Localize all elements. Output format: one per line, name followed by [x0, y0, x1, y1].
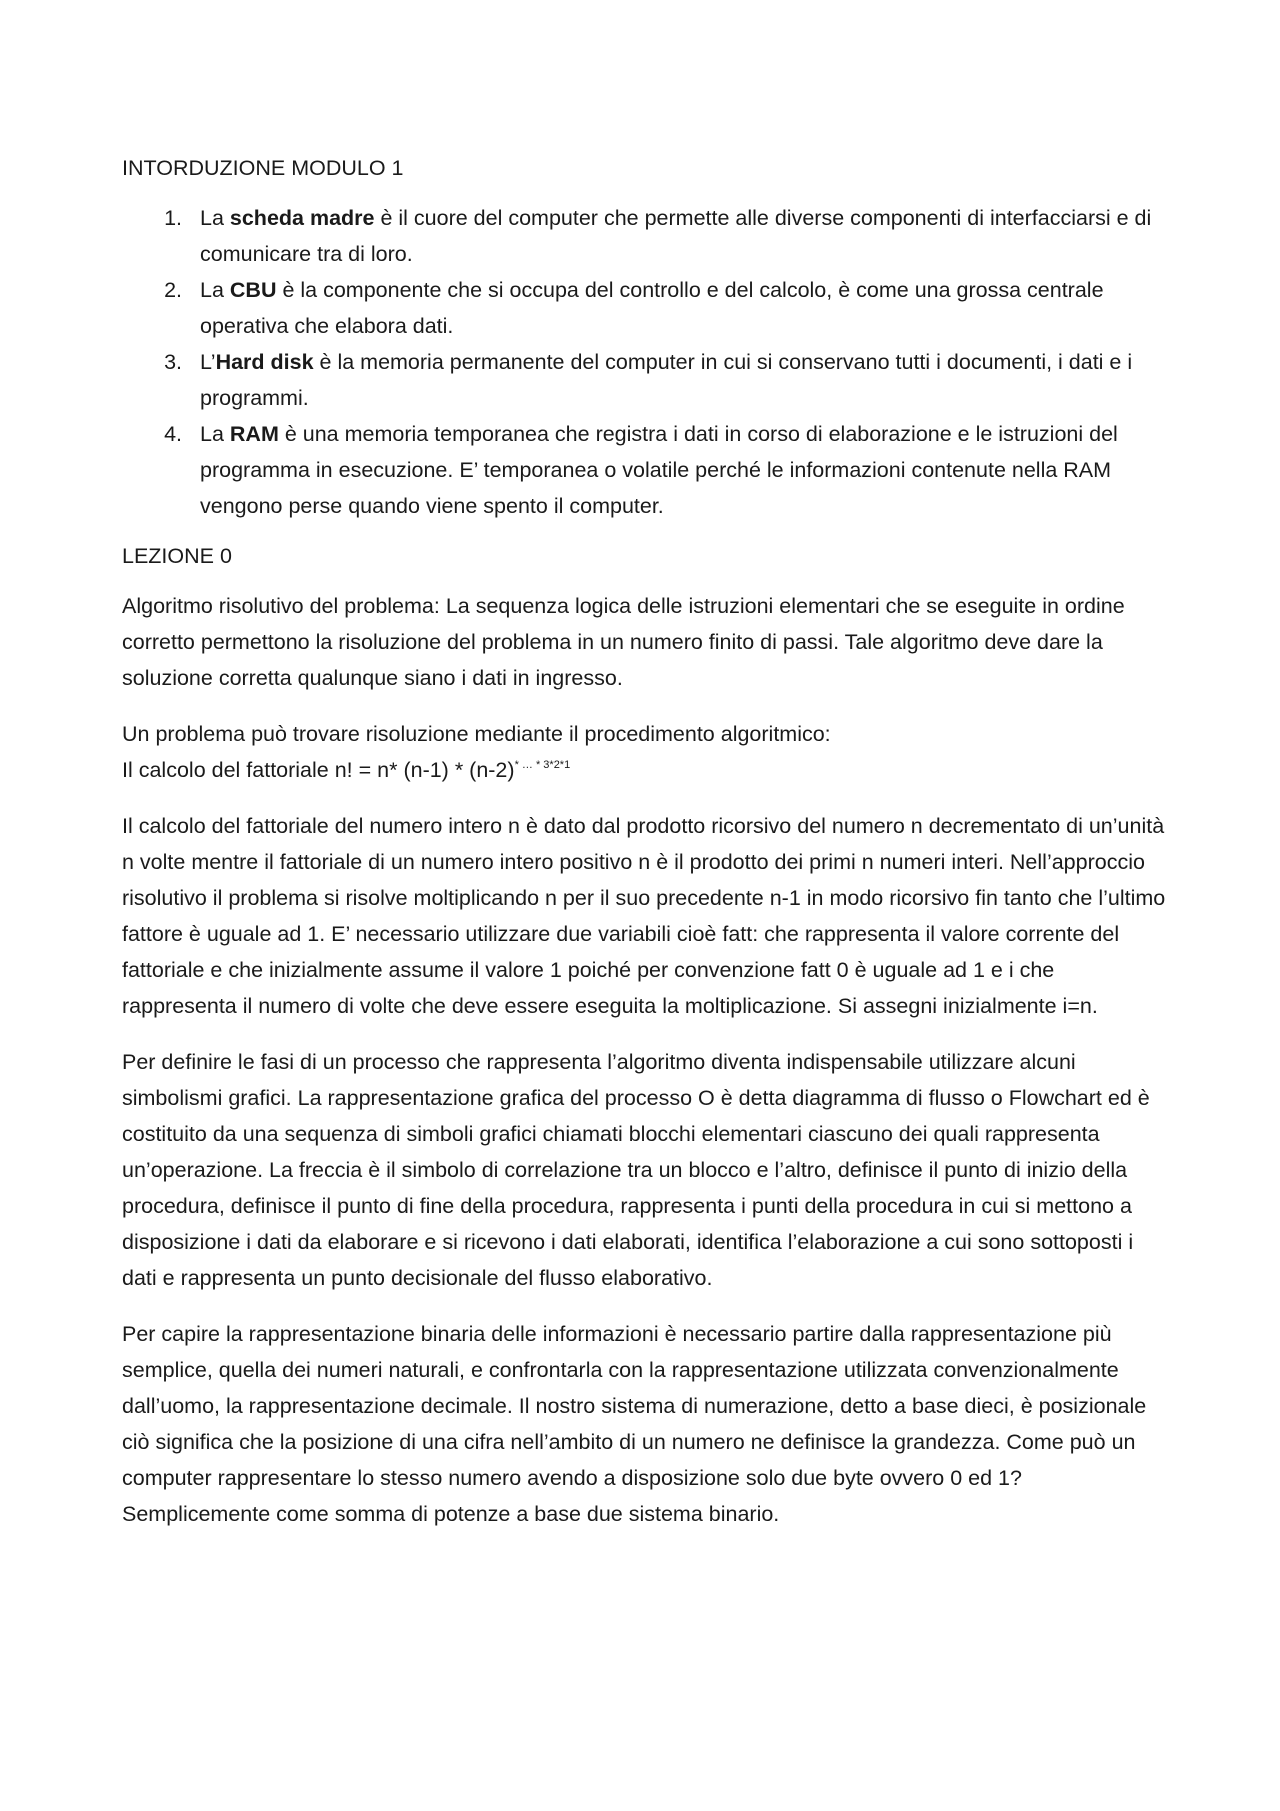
paragraph-binary: Per capire la rappresentazione binaria delle informazioni è necessario partire dalla rappresentazione più semplice, quella dei numeri naturali, e confrontarla con la rappresentazione utilizzata convenzionalmente dall’uomo, la rappresentazione decimale. Il nostro sistema di numerazione, detto a base dieci, è posizionale ciò significa che la posizione di una cifra nell’ambito di un numero ne definisce la grandezza. Come può un computer rappresentare lo stesso numero avendo a disposizione solo due byte ovvero 0 ed 1? Semplicemente come somma di potenze a base due sistema binario.	[122, 1322, 1147, 1526]
components-list	[122, 200, 1167, 524]
paragraph-flowchart: Per definire le fasi di un processo che rappresenta l’algoritmo diventa indispensabile utilizzare alcuni simbolismi grafici. La rappresentazione grafica del processo O è detta diagramma di flusso o Flowchart ed è costituito da una sequenza di simboli grafici chiamati blocchi elementari ciascuno dei quali rappresenta un’operazione. La freccia è il simbolo di correlazione tra un blocco e l’altro, definisce il punto di inizio della procedura, definisce il punto di fine della procedura, rappresenta i punti della procedura in cui si mettono a disposizione i dati da elaborare e si ricevono i dati elaborati, identifica l’elaborazione a cui sono sottoposti i dati e rappresenta un punto decisionale del flusso elaborativo.	[122, 1050, 1150, 1290]
bold-term: RAM	[229, 422, 279, 446]
bold-term: Hard disk	[215, 350, 314, 374]
list-number: 3.	[164, 350, 182, 374]
paragraph-factorial: Il calcolo del fattoriale del numero intero n è dato dal prodotto ricorsivo del numero n decrementato di un’unità n volte mentre il fattoriale di un numero intero positivo n è il prodotto dei primi n numeri interi. Nell’approccio risolutivo il problema si risolve moltiplicando n per il suo precedente n-1 in modo ricorsivo fin tanto che l’ultimo fattore è uguale ad 1. E’ necessario utilizzare due variabili cioè fatt: che rappresenta il valore corrente del fattoriale e che inizialmente assume il valore 1 poiché per convenzione fatt 0 è uguale ad 1 e i che rappresenta il numero di volte che deve essere eseguita la moltiplicazione. Si assegni inizialmente i=n.	[122, 814, 1166, 1018]
list-number: 1.	[164, 206, 182, 230]
list-text: L’Hard disk è la memoria permanente del computer in cui si conservano tutti i documenti, i dati e i programmi.	[200, 350, 1133, 410]
list-text: La scheda madre è il cuore del computer che permette alle diverse componenti di interfacciarsi e di comunicare tra di loro.	[200, 206, 1152, 266]
list-item	[122, 416, 1167, 524]
document-page	[122, 150, 1167, 1552]
factorial-superscript: * … * 3*2*1	[514, 759, 571, 771]
problem-line-2: Il calcolo del fattoriale n! = n* (n-1) * (n-2)	[122, 758, 515, 782]
bold-term: CBU	[229, 278, 277, 302]
paragraph-problem	[122, 716, 1167, 788]
list-number: 4.	[164, 422, 182, 446]
list-number: 2.	[164, 278, 182, 302]
problem-line-1: Un problema può trovare risoluzione mediante il procedimento algoritmico:	[122, 722, 831, 746]
lesson-heading: LEZIONE 0	[122, 544, 232, 568]
bold-term: scheda madre	[229, 206, 375, 230]
list-item	[122, 344, 1167, 416]
module-heading: INTORDUZIONE MODULO 1	[122, 156, 404, 180]
list-item	[122, 272, 1167, 344]
list-text: La CBU è la componente che si occupa del controllo e del calcolo, è come una grossa centrale operativa che elabora dati.	[200, 278, 1104, 338]
list-text: La RAM è una memoria temporanea che registra i dati in corso di elaborazione e le istruzioni del programma in esecuzione. E’ temporanea o volatile perché le informazioni contenute nella RAM vengono perse quando viene spento il computer.	[200, 422, 1118, 518]
list-item	[122, 200, 1167, 272]
paragraph-algorithm: Algoritmo risolutivo del problema: La sequenza logica delle istruzioni elementari che se eseguite in ordine corretto permettono la risoluzione del problema in un numero finito di passi. Tale algoritmo deve dare la soluzione corretta qualunque siano i dati in ingresso.	[122, 594, 1125, 690]
